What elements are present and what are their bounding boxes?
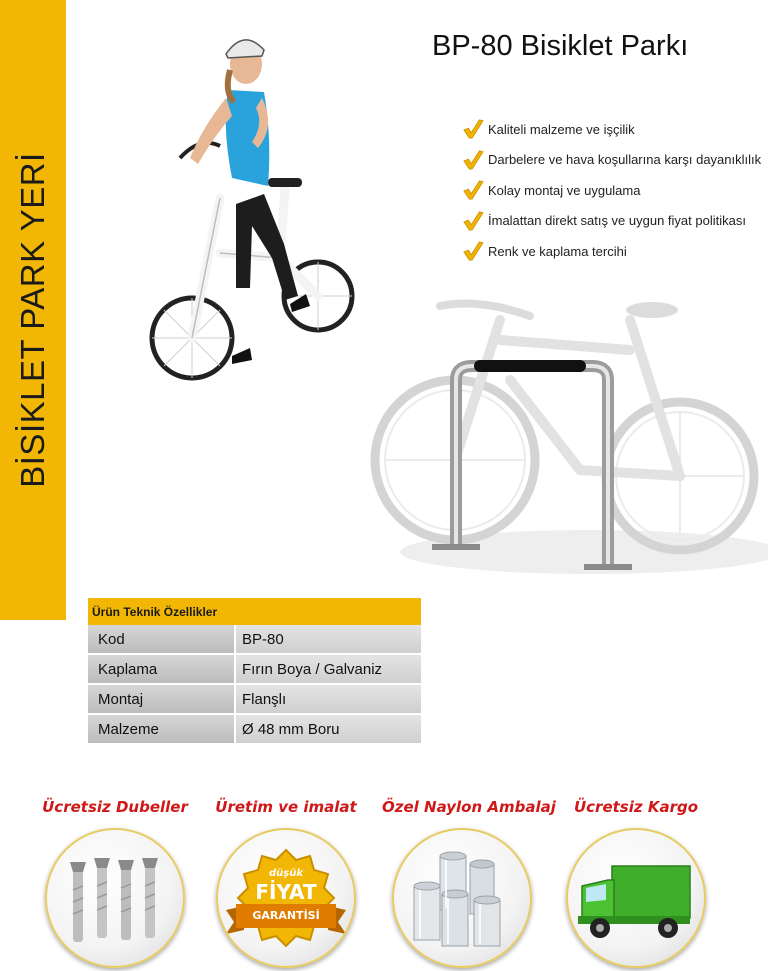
feature-text: Darbelere ve hava koşullarına karşı dayanıklılık: [488, 152, 762, 168]
seal-top-text: düşük: [269, 868, 303, 879]
checkmark-icon: [462, 118, 484, 140]
spec-table-header: [88, 598, 421, 625]
spec-key: Kod: [88, 625, 235, 654]
badge-label: Ücretsiz Kargo: [573, 798, 699, 816]
feature-list: [462, 114, 761, 267]
feature-text: Kaliteli malzeme ve işçilik: [488, 121, 635, 137]
feature-text: Kolay montaj ve uygulama: [488, 182, 641, 198]
checkmark-icon: [462, 149, 484, 171]
spec-table: [88, 598, 421, 745]
table-row: [88, 684, 421, 714]
table-row: [88, 654, 421, 684]
feature-item: [462, 114, 761, 145]
badge-free-plugs: [35, 796, 195, 968]
feature-item: [462, 206, 761, 237]
checkmark-icon: [462, 240, 484, 262]
badge-label: Ücretsiz Dubeller: [42, 798, 188, 816]
seal-middle-text: FİYAT: [255, 880, 317, 904]
spec-table-title: Ürün Teknik Özellikler: [92, 604, 218, 619]
spec-value: Fırın Boya / Galvaniz: [235, 654, 421, 684]
table-row: [88, 625, 421, 654]
badge-circle: [566, 828, 706, 968]
spec-value: Flanşlı: [235, 684, 421, 714]
badge-circle: [392, 828, 532, 968]
table-row: [88, 714, 421, 744]
feature-text: Renk ve kaplama tercihi: [488, 243, 627, 259]
bike-rack-photo: [360, 280, 768, 590]
checkmark-icon: [462, 179, 484, 201]
spec-value: BP-80: [235, 625, 421, 654]
page-title: BP-80 Bisiklet Parkı: [432, 30, 689, 62]
badge-production: [206, 796, 366, 968]
badge-label: Üretim ve imalat: [215, 798, 357, 816]
spec-key: Kaplama: [88, 654, 235, 684]
spec-value: Ø 48 mm Boru: [235, 714, 421, 744]
side-title: BİSİKLET PARK YERİ: [14, 152, 51, 488]
cyclist-photo: [140, 18, 360, 408]
wall-plugs-icon: [47, 830, 183, 966]
feature-item: [462, 175, 761, 206]
plastic-rolls-icon: [394, 830, 530, 966]
checkmark-icon: [462, 210, 484, 232]
badge-packaging: [382, 796, 556, 968]
feature-text: İmalattan direkt satış ve uygun fiyat politikası: [488, 213, 746, 229]
badge-circle: [216, 828, 356, 968]
badge-label: Özel Naylon Ambalaj: [382, 798, 556, 816]
badge-free-shipping: [556, 796, 716, 968]
side-band: [0, 0, 66, 620]
spec-key: Montaj: [88, 684, 235, 714]
spec-key: Malzeme: [88, 714, 235, 744]
seal-bottom-text: GARANTİSİ: [252, 909, 320, 922]
feature-item: [462, 236, 761, 267]
delivery-truck-icon: [568, 830, 704, 966]
feature-item: [462, 145, 761, 176]
badge-circle: [45, 828, 185, 968]
